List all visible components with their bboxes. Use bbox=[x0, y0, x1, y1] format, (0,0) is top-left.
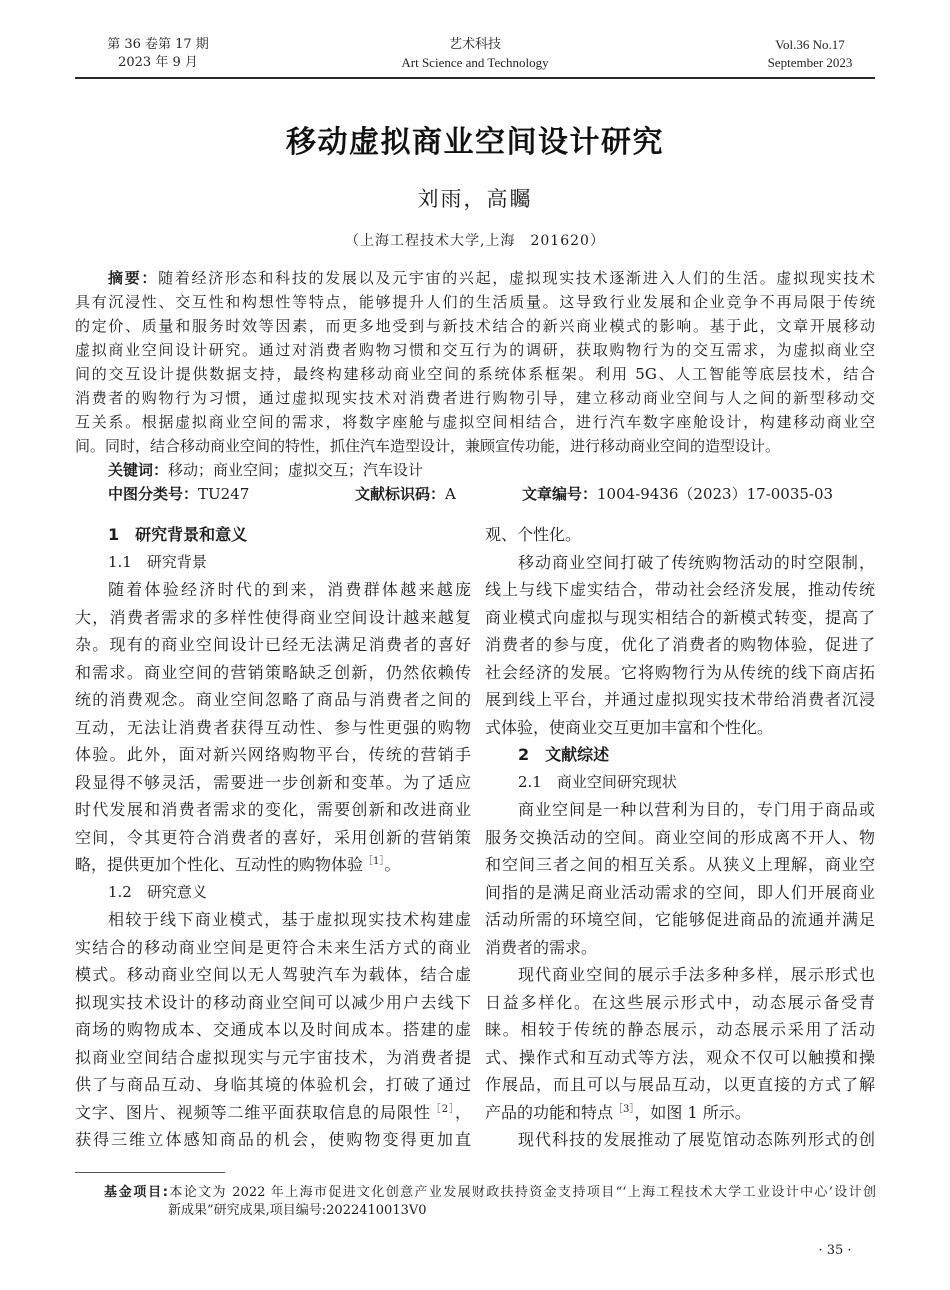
body-line: 社会经济的发展。它将购物行为从传统的线下商店拓 bbox=[485, 662, 875, 682]
header-rule bbox=[75, 77, 875, 79]
body-text: 文字、图片、视频等二维平面获取信息的局限性 bbox=[75, 1102, 431, 1122]
body-line: 消费者的需求。 bbox=[485, 937, 598, 957]
left-column bbox=[75, 521, 471, 1154]
body-line: 活动所需的环境空间，它能够促进商品的流通并满足 bbox=[485, 910, 875, 929]
abstract-label: 摘要： bbox=[108, 269, 159, 287]
header-issue-info bbox=[88, 36, 228, 72]
document-code bbox=[355, 482, 456, 506]
abstract-line: 的定价、质量和服务时效等因素，而更多地受到与新技术结合的新兴商业模式的影响。基于此，文章开展移动 bbox=[75, 317, 875, 335]
body-line: 商业模式向虚拟与现实相结合的新模式转变，提高了 bbox=[485, 607, 875, 627]
body-line: 消费者的参与度，优化了消费者的购物体验，促进了 bbox=[485, 635, 875, 654]
body-line: 互动，无法让消费者获得互动性、参与性更强的购物 bbox=[75, 717, 471, 737]
body-text: ，如图 1 所示。 bbox=[634, 1102, 751, 1122]
body-line: 和空间三者之间的相互关系。从狭义上理解，商业空 bbox=[485, 855, 875, 874]
subsection-heading: 1.1 研究背景 bbox=[108, 552, 207, 571]
citation-marker: ［2］ bbox=[430, 1103, 455, 1115]
body-line: 日益多样化。在这些展示形式中，动态展示备受青 bbox=[485, 992, 875, 1012]
footnote-rule bbox=[75, 1172, 225, 1173]
body-line: 获得三维立体感知商品的机会，使购物变得更加直 bbox=[75, 1130, 471, 1149]
funding-footnote bbox=[104, 1184, 876, 1220]
body-line: 体验。此外，面对新兴网络购物平台，传统的营销手 bbox=[75, 745, 471, 764]
body-line: 大，消费者需求的多样性使得商业空间设计越来越复 bbox=[75, 607, 471, 627]
footnote-text: 本论文为 2022 年上海市促进文化创意产业发展财政扶持资金支持项目“‘上海工程技术大学工业设计中心’设计创 bbox=[168, 1185, 876, 1200]
paper-authors: 刘雨，高矚 bbox=[417, 187, 533, 211]
body-line: 现代商业空间的展示手法多种多样，展示形式也 bbox=[518, 965, 875, 984]
header-date-cn: 2023 年 9 月 bbox=[118, 55, 198, 70]
body-line bbox=[75, 851, 471, 879]
body-text: 。 bbox=[384, 855, 401, 874]
right-column bbox=[485, 521, 875, 1154]
keywords-text: 移动；商业空间；虚拟交互；汽车设计 bbox=[168, 461, 424, 479]
article-number bbox=[522, 482, 833, 506]
body-line: 供了与商品互动、身临其境的体验机会，打破了通过 bbox=[75, 1075, 471, 1094]
clc-number bbox=[108, 482, 249, 506]
doc-label: 文献标识码： bbox=[355, 485, 446, 503]
article-value: 1004-9436（2023）17-0035-03 bbox=[597, 485, 834, 503]
body-line: 式、操作式和互动式等方法，观众不仅可以触摸和操 bbox=[485, 1047, 875, 1067]
body-line: 空间，令其更符合消费者的喜好，采用创新的营销策 bbox=[75, 827, 471, 847]
body-line: 商业空间是一种以营利为目的，专门用于商品或 bbox=[518, 800, 875, 819]
body-line: 段显得不够灵活，需要进一步创新和变革。为了适应 bbox=[75, 772, 471, 792]
citation-marker: ［3］ bbox=[613, 1103, 635, 1115]
keywords-row bbox=[75, 458, 875, 482]
doc-value: A bbox=[445, 485, 456, 503]
body-line: 移动商业空间打破了传统购物活动的时空限制， bbox=[518, 552, 875, 572]
clc-value: TU247 bbox=[198, 485, 250, 503]
body-line: 实结合的移动商业空间是更符合未来生活方式的商业 bbox=[75, 937, 471, 957]
body-line: 作展品，而且可以与展品互动，以更直接的方式了解 bbox=[485, 1075, 875, 1094]
body-line: 观、个性化。 bbox=[485, 525, 582, 544]
classification-row bbox=[75, 482, 875, 506]
abstract-line: 间的交互设计提供数据支持，最终构建移动商业空间的系统体系框架。利用 5G、人工智能等底层技术，结合 bbox=[75, 365, 875, 383]
header-issue: 第 36 卷第 17 期 bbox=[107, 37, 209, 52]
body-line: 线上与线下虚实结合，带动社会经济发展，推动传统 bbox=[485, 580, 875, 599]
header-volume-en: Vol.36 No.17 bbox=[775, 37, 845, 52]
footnote-line: 新成果”研究成果,项目编号:2022410013V0 bbox=[168, 1203, 427, 1218]
footnote-label: 基金项目: bbox=[104, 1185, 168, 1200]
abstract-line: 互关系。根据虚拟商业空间的需求，将数字座舱与虚拟空间相结合，进行汽车数字座舱设计，构建移动商业空 bbox=[75, 413, 875, 431]
body-text: ， bbox=[454, 1102, 471, 1122]
body-line: 统的消费观念。商业空间忽略了商品与消费者之间的 bbox=[75, 690, 471, 709]
abstract-line: 消费者的购物行为习惯，通过虚拟现实技术对消费者进行购物引导，建立移动商业空间与人之间的新型移动交 bbox=[75, 389, 875, 407]
body-line bbox=[75, 1099, 471, 1127]
clc-label: 中图分类号： bbox=[108, 485, 199, 503]
subsection-heading: 2.1 商业空间研究现状 bbox=[518, 772, 677, 791]
abstract-line bbox=[75, 266, 875, 290]
body-line: 服务交换活动的空间。商业空间的形成离不开人、物 bbox=[485, 827, 875, 847]
page-number: · 35 · bbox=[818, 1243, 852, 1258]
abstract-block bbox=[75, 266, 875, 506]
body-line: 现代科技的发展推动了展览馆动态陈列形式的创 bbox=[518, 1130, 875, 1149]
body-line: 睐。相较于传统的静态展示，动态展示采用了活动 bbox=[485, 1020, 875, 1039]
abstract-text: 随着经济形态和科技的发展以及元宇宙的兴起，虚拟现实技术逐渐进入人们的生活。虚拟现实技术 bbox=[158, 269, 875, 287]
body-line: 和需求。商业空间的营销策略缺乏创新，仍然依赖传 bbox=[75, 662, 471, 682]
body-text: 略，提供更加个性化、互动性的购物体验 bbox=[75, 855, 364, 874]
body-line bbox=[485, 1099, 875, 1127]
body-line: 间指的是满足商业活动需求的空间，即人们开展商业 bbox=[485, 882, 875, 902]
body-line: 相较于线下商业模式，基于虚拟现实技术构建虚 bbox=[108, 910, 471, 929]
body-text: 产品的功能和特点 bbox=[485, 1102, 614, 1122]
subsection-heading: 1.2 研究意义 bbox=[108, 882, 207, 901]
body-line: 时代发展和消费者需求的变化，需要创新和改进商业 bbox=[75, 800, 471, 819]
body-line: 商场的购物成本、交通成本以及时间成本。搭建的虚 bbox=[75, 1020, 471, 1039]
abstract-line: 间。同时，结合移动商业空间的特性，抓住汽车造型设计，兼顾宣传功能，进行移动商业空间的造型设计。 bbox=[75, 437, 781, 455]
header-journal-en: Art Science and Technology bbox=[401, 55, 549, 70]
body-line: 随着体验经济时代的到来，消费群体越来越庞 bbox=[108, 580, 471, 599]
header-date-en: September 2023 bbox=[767, 55, 853, 70]
section-heading: 1 研究背景和意义 bbox=[108, 525, 248, 544]
body-line: 展到线上平台，并通过虚拟现实技术带给消费者沉浸 bbox=[485, 690, 875, 709]
header-journal bbox=[375, 36, 575, 72]
keywords-label: 关键词： bbox=[108, 461, 169, 479]
abstract-line: 具有沉浸性、交互性和构想性等特点，能够提升人们的生活质量。这导致行业发展和企业竞争不再局限于传统 bbox=[75, 293, 875, 311]
author-affiliation: （上海工程技术大学,上海 201620） bbox=[345, 233, 605, 249]
body-line: 杂。现有的商业空间设计已经无法满足消费者的喜好 bbox=[75, 635, 471, 654]
header-volume-info bbox=[730, 36, 890, 72]
header-journal-cn: 艺术科技 bbox=[448, 37, 501, 52]
section-heading: 2 文献综述 bbox=[518, 745, 610, 764]
article-label: 文章编号： bbox=[522, 485, 598, 503]
body-line: 模式。移动商业空间以无人驾驶汽车为载体，结合虚 bbox=[75, 965, 471, 984]
body-line: 拟商业空间结合虚拟现实与元宇宙技术，为消费者提 bbox=[75, 1047, 471, 1067]
abstract-line: 虚拟商业空间设计研究。通过对消费者购物习惯和交互行为的调研，获取购物行为的交互需求，为虚拟商业空 bbox=[75, 341, 875, 359]
paper-title: 移动虚拟商业空间设计研究 bbox=[286, 125, 664, 160]
body-line: 式体验，使商业交互更加丰富和个性化。 bbox=[485, 717, 774, 737]
citation-marker: ［1］ bbox=[363, 856, 385, 867]
body-line: 拟现实技术设计的移动商业空间可以减少用户去线下 bbox=[75, 992, 471, 1012]
footnote-line bbox=[104, 1184, 876, 1202]
